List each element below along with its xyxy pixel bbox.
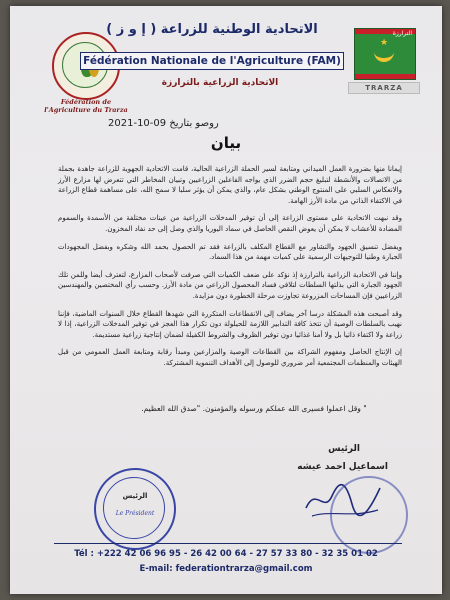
logo-caption: Fédération de l'Agriculture du Trarza — [44, 98, 128, 114]
stamp-role-fr: Le Président — [115, 510, 155, 517]
stamp-role-ar: الرئيس — [122, 492, 148, 500]
header-region-ar: الاتحادية الزراعية بالترارزة — [161, 78, 279, 88]
region-label: TRARZA — [348, 82, 420, 94]
president-name: اسماعيل احمد عيشه — [297, 462, 388, 472]
document-page — [10, 6, 442, 594]
paragraph: وإننا في الاتحادية الزراعية بالترارزة إذ نؤكد على ضعف الكميات التي صرفت لأصحاب المزارع، لتعترف أيضا وللمن تلك الجهود الجبارة التي بذلتها السلطات لتلافي فساد المحصول الزراعي من مادة الأرز. وحسب رأي المختصين والمهندسين الزراعيين فإن المساحات المزروعة تجاوزت مرحلة الخطورة دون مزايدة. — [58, 270, 402, 300]
header-title-fr: Fédération Nationale de l'Agriculture (FAM) — [80, 52, 344, 70]
paragraph: وقد نبهت الاتحادية على مستوى الزراعة إلى أن توفير المدخلات الزراعية من عينات مختلفة من الأسمدة والسموم المضادة للأعشاب لا يمكن أن يعوض النقص الحاصل في سماد اليوريا والذي وصل إلى حد نفاد المخزون. — [58, 214, 402, 233]
paragraph: ويفضل تنسيق الجهود والتشاور مع القطاع المكلف بالزراعة فقد تم الحصول بحمد الله وشكره وبفضل المجهودات الجبارة وطنيا للتوجيهات الرسمية على كميات مهمة من هذا السماد. — [58, 242, 402, 262]
star-icon: ★ — [380, 38, 389, 48]
footer-phone: Tél : +222 42 06 96 95 - 26 42 00 64 - 27 57 33 80 - 32 35 01 02 — [74, 549, 378, 559]
closing-quote: " وقل اعملوا فسيرى الله عملكم ورسوله والمؤمنون. "صدق الله العظيم. — [141, 404, 367, 413]
date-line: روصو بتاريخ 09-10-2021 — [108, 118, 219, 129]
statement-body — [58, 164, 402, 376]
footer-email: E-mail: federationtrarza@gmail.com — [139, 564, 313, 574]
paragraph: وقد أصبحت هذه المشكلة درسا آخر يضاف إلى الانقطاعات المتكررة التي شهدها القطاع خلال السنوات الماضية، فإننا نهيب بالسلطات الوصية أن تتخذ كافة التدابير اللازمة للحيلولة دون تكرار هذا العجز في توفير المدخلات الزراعية، إذا لا زراعة ولا اكتفاء ذاتيا بل ولا أمنا غذائيا دون توفير الظروف والشروط الكفيلة لضمان إنتاجية زراعية مستديمة. — [58, 309, 402, 339]
header-title-ar: الاتحادية الوطنية للزراعة ( إ و ز ) — [106, 22, 318, 37]
president-title: الرئيس — [328, 444, 360, 454]
footer-divider — [54, 543, 402, 544]
paragraph: إن الإنتاج الحاصل ومفهوم الشراكة بين القطاعات الوصية والمزارعين ومبدأ رقابة ومتابعة العمل العمومي من قبل الهيئات والمنظمات المجتمعية أمر ضروري للوصول إلى الأهداف التنموية المشتركة. — [58, 348, 402, 367]
crescent-icon — [374, 46, 394, 62]
flag-label: الترارزة — [392, 30, 412, 37]
page-title: بيان — [210, 134, 242, 152]
paragraph: إيمانا منها بضرورة العمل الميداني ومتابعة لسير الحملة الزراعية الحالية، قامت الاتحادية الجهوية للزراعة جاهدة بجملة من الاتصالات والأنشطة لتبليغ حجم الضرر الذي يواجه الفاعلين الزراعيين وتبيان المخاطر التي تتعرض لها مزارع الأرز والانعكاس السلبي على المنتوج الوطني بشكل عام، والذي يمكن أن يؤثر سلبا لا سمح الله، على مساهمة قطاع الزراعة في الاكتفاء الذاتي من مادة الأرز الهامة. — [58, 165, 402, 205]
official-stamp — [94, 468, 176, 550]
